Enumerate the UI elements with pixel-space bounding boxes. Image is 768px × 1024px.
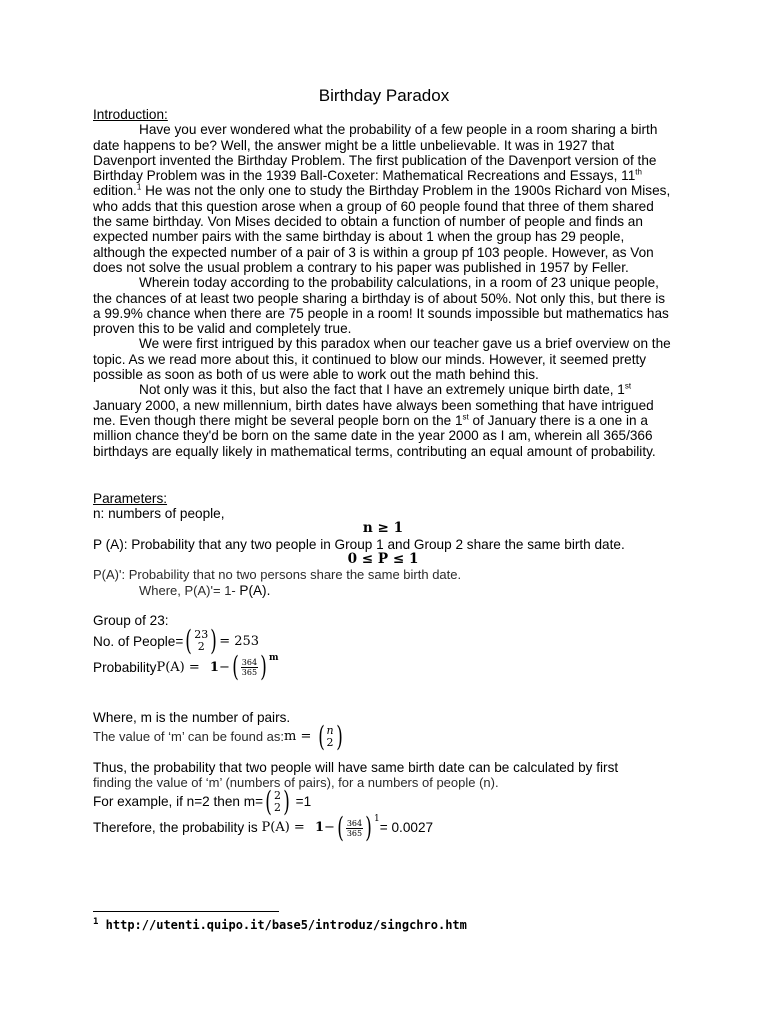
minus: − (323, 820, 335, 836)
intro-paragraph-1 (93, 122, 673, 275)
probability-formula-line (93, 650, 673, 684)
binom-bottom: 2 (273, 801, 281, 815)
binomial: ( n 2 ) (317, 719, 343, 753)
one: 1 (209, 659, 219, 675)
binom-bottom: 2 (197, 640, 205, 654)
text: He was not the only one to study the Birthday Problem in the 1900s Richard von Mises, who adds that this question arose when a group of 60 people found that three of them shared the same birthday. Von Mises decided to obtain a function of number of people and finds an expected number pairs with the same birthday is about 1 when the group has 29 people, although the expected number of a pair of 3 is within a group pf 103 people. However, as Von does not solve the usual problem a contrary to his paper was published in 1957 by Feller. (93, 183, 671, 275)
binom-top: n (326, 723, 334, 737)
n-condition: n ≥ 1 (362, 520, 404, 537)
text: =1 (291, 794, 312, 810)
fraction-numerator: 364 (346, 818, 363, 828)
fraction-group: ( $\frac{364}{365}$ ) m (232, 650, 279, 684)
text: January 2000, a new millennium, birth dates have always been something that have intrigued me. Even though there might be several people born on the 1 (93, 397, 654, 428)
fraction-denominator: 365 (346, 828, 363, 838)
footnote-reference: 1 (136, 182, 142, 192)
text: Not only was it this, but also the fact that I have an extremely unique birth date, 1 (139, 382, 625, 398)
text: The value of ‘m’ can be found as: (93, 728, 285, 744)
text: P(A). (239, 582, 271, 598)
exponent: m (269, 653, 279, 664)
text: of January there is a one in a million chance they'd be born on the same date in the year 2000 as I am, wherein all 365/366 birthdays are equally likely in mathematical terms, contributing an equal amount of probability. (93, 412, 656, 459)
prob-lhs: P(A) = (156, 659, 204, 675)
binomial: ( 23 2 ) (185, 624, 217, 658)
text: Have you ever wondered what the probability of a few people in a room sharing a birth date happens to be? Well, the answer might be a little unbelievable. It was in 1927 that Davenport invented the Birthday Problem. The first publication of the Davenport version of the Birthday Problem was in the 1939 Ball-Coxeter: Mathematical Recreations and Essays, 11 (93, 122, 658, 184)
n-definition: n: numbers of people, (93, 506, 225, 522)
finding-line: finding the value of ‘m’ (numbers of pairs), for a numbers of people (n). (93, 774, 499, 790)
example-line (93, 785, 673, 819)
fraction-group: ( $\frac{364}{365}$ ) 1 (337, 811, 380, 845)
text: edition. (93, 183, 137, 199)
text: Therefore, the probability is (93, 820, 262, 836)
group-label: Group of 23: (93, 612, 169, 628)
footnote (93, 918, 467, 932)
pa-prime-definition: P(A)': Probability that no two persons share the same birth date. (93, 567, 462, 583)
introduction-heading: Introduction: (93, 107, 168, 122)
page-title: Birthday Paradox (318, 86, 450, 105)
intro-paragraph-4 (93, 382, 673, 458)
text: For example, if n=2 then m= (93, 794, 264, 810)
text: Where, P(A)'= 1- (139, 582, 240, 598)
where-m-line: Where, m is the number of pairs. (93, 710, 291, 726)
thus-line: Thus, the probability that two people will have same birth date can be calculated by first (93, 759, 619, 775)
one: 1 (314, 820, 324, 836)
superscript: st (624, 381, 632, 391)
text: Probability (93, 659, 157, 675)
value-m-line (93, 719, 673, 753)
minus: − (218, 659, 230, 675)
superscript: st (462, 412, 469, 422)
fraction-denominator: 365 (241, 667, 258, 677)
p-condition: 0 ≤ P ≤ 1 (347, 551, 419, 568)
therefore-line (93, 811, 673, 845)
where-line (93, 583, 673, 598)
footnote-url: http://utenti.quipo.it/base5/introduz/singchro.htm (98, 918, 467, 932)
binomial: ( 2 2 ) (265, 785, 290, 819)
parameters-heading: Parameters: (93, 490, 168, 506)
binom-bottom: 2 (326, 735, 334, 749)
number-of-people-line (93, 624, 673, 658)
m-equals: m = (284, 728, 316, 744)
document-body (93, 107, 673, 845)
binom-top: 2 (273, 789, 281, 803)
superscript: th (635, 167, 642, 177)
footnote-divider (93, 911, 279, 912)
intro-paragraph-3: We were first intrigued by this paradox when our teacher gave us a brief overview on the topic. As we read more about this, it continued to blow our minds. However, it seemed pretty possible as soon as both of us were able to work out the math behind this. (93, 336, 671, 383)
intro-paragraph-2: Wherein today according to the probability calculations, in a room of 23 unique people, the chances of at least two people sharing a birthday is of about 50%. Not only this, but there is a 99.9% chance when there are 75 people in a room! It sounds impossible but mathematics has proven this to be valid and completely true. (93, 275, 669, 337)
exponent: 1 (374, 814, 380, 825)
prob-lhs: P(A) = (261, 820, 309, 836)
text: No. of People= (93, 633, 184, 649)
footnote-mark: 1 (93, 917, 99, 927)
result: = 0.0027 (379, 820, 434, 836)
binom-result: = 253 (219, 633, 260, 649)
fraction-numerator: 364 (241, 657, 258, 667)
binom-top: 23 (194, 628, 209, 642)
pa-definition: P (A): Probability that any two people in Group 1 and Group 2 share the same birth date. (93, 536, 625, 552)
